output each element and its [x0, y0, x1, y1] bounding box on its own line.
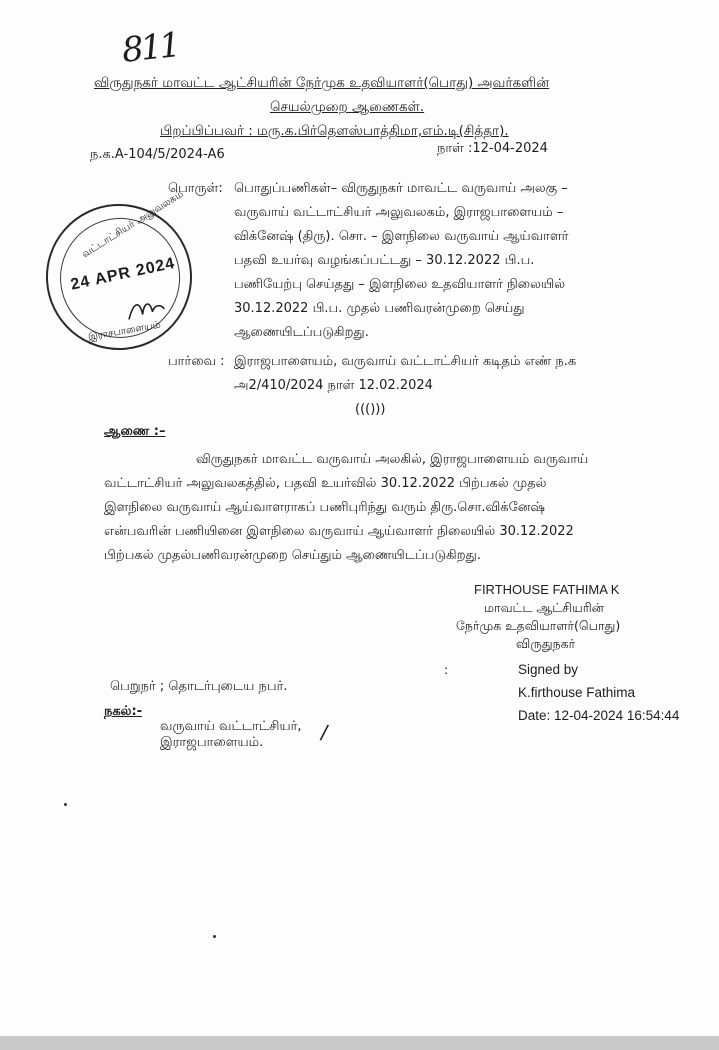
- recipient-line: பெறுநர் ; தொடர்புடைய நபர்.: [110, 679, 288, 694]
- signatory-name: FIRTHOUSE FATHIMA K: [474, 582, 620, 597]
- handwritten-slash-mark: /: [318, 719, 330, 745]
- office-seal-stamp: [41, 188, 197, 355]
- stamp-date: 24 APR 2024: [69, 254, 177, 294]
- copy-recipient-line1: வருவாய் வட்டாட்சியர்,: [160, 719, 302, 734]
- stamp-bottom-text: இராசபாளையம்: [87, 319, 162, 344]
- subject-line: விக்னேஷ் (திரு). சொ. – இளநிலை வருவாய் ஆய்வாளர்: [234, 229, 569, 244]
- stamp-top-text: வட்டாட்சியர் அலுவலகம்: [80, 188, 186, 261]
- signatory-title-line3: விருதுநகர்: [516, 636, 576, 651]
- issuer-line: பிறப்பிப்பவர் : மரு.க.பிர்தௌஸ்பாத்திமா,எம்.டி(சித்தா).: [160, 123, 509, 139]
- document-date: நாள் :12-04-2024: [437, 141, 548, 156]
- subject-line: பதவி உயர்வு வழங்கப்பட்டது – 30.12.2022 பி.ப.: [234, 253, 535, 268]
- subject-line: ஆணையிடப்படுகிறது.: [234, 325, 369, 340]
- handwritten-initials: [125, 295, 167, 326]
- reference-number: ந.க.A-104/5/2024-A6: [90, 147, 225, 162]
- scan-speck: [64, 803, 67, 806]
- order-line: என்பவரின் பணியினை இளநிலை வருவாய் ஆய்வாளர் நிலையில் 30.12.2022: [104, 524, 574, 539]
- reference-line: அ2/410/2024 நாள் 12.02.2024: [234, 378, 433, 393]
- order-line: வட்டாட்சியர் அலுவலகத்தில், பதவி உயர்வில் 30.12.2022 பிற்பகல் முதல்: [104, 476, 547, 491]
- subject-line: பொதுப்பணிகள்– விருதுநகர் மாவட்ட வருவாய் அலகு –: [234, 181, 568, 196]
- subject-line: பணியேற்பு செய்தது – இளநிலை உதவியாளர் நிலையில்: [234, 277, 566, 292]
- digital-signature-line2: K.firthouse Fathima: [518, 685, 636, 700]
- document-title-line2: செயல்முறை ஆணைகள்.: [270, 99, 425, 115]
- copy-label: நகல்:-: [104, 704, 143, 719]
- stray-colon-mark: :: [444, 662, 449, 677]
- copy-recipient-line2: இராஜபாளையம்.: [160, 735, 264, 750]
- order-line: இளநிலை வருவாய் ஆய்வாளராகப் பணிபுரிந்து வரும் திரு.சொ.விக்னேஷ்: [104, 500, 545, 515]
- scan-bottom-edge: [0, 1036, 719, 1050]
- reference-label: பார்வை :: [168, 354, 225, 369]
- order-line: பிற்பகல் முதல்பணிவரன்முறை செய்தும் ஆணையிடப்படுகிறது.: [104, 548, 481, 563]
- signatory-title-line1: மாவட்ட ஆட்சியரின்: [484, 600, 604, 615]
- scan-speck: [213, 935, 216, 938]
- subject-label: பொருள்:: [168, 181, 223, 196]
- handwritten-serial-mark: 811: [120, 25, 180, 71]
- section-separator: ((())): [355, 402, 386, 417]
- order-label: ஆணை :–: [104, 424, 166, 439]
- digital-signature-line3: Date: 12-04-2024 16:54:44: [518, 708, 680, 723]
- digital-signature-line1: Signed by: [518, 662, 579, 677]
- document-title-line1: விருதுநகர் மாவட்ட ஆட்சியரின் நேர்முக உதவியாளர்(பொது) அவர்களின்: [94, 75, 550, 91]
- order-line: விருதுநகர் மாவட்ட வருவாய் அலகில், இராஜபாளையம் வருவாய்: [196, 452, 589, 467]
- subject-line: வருவாய் வட்டாட்சியர் அலுவலகம், இராஜபாளையம் –: [234, 205, 564, 220]
- subject-line: 30.12.2022 பி.ப. முதல் பணிவரன்முறை செய்து: [234, 301, 525, 316]
- reference-line: இராஜபாளையம், வருவாய் வட்டாட்சியர் கடிதம் எண் ந.க: [234, 354, 577, 369]
- signatory-title-line2: நேர்முக உதவியாளர்(பொது): [456, 618, 621, 633]
